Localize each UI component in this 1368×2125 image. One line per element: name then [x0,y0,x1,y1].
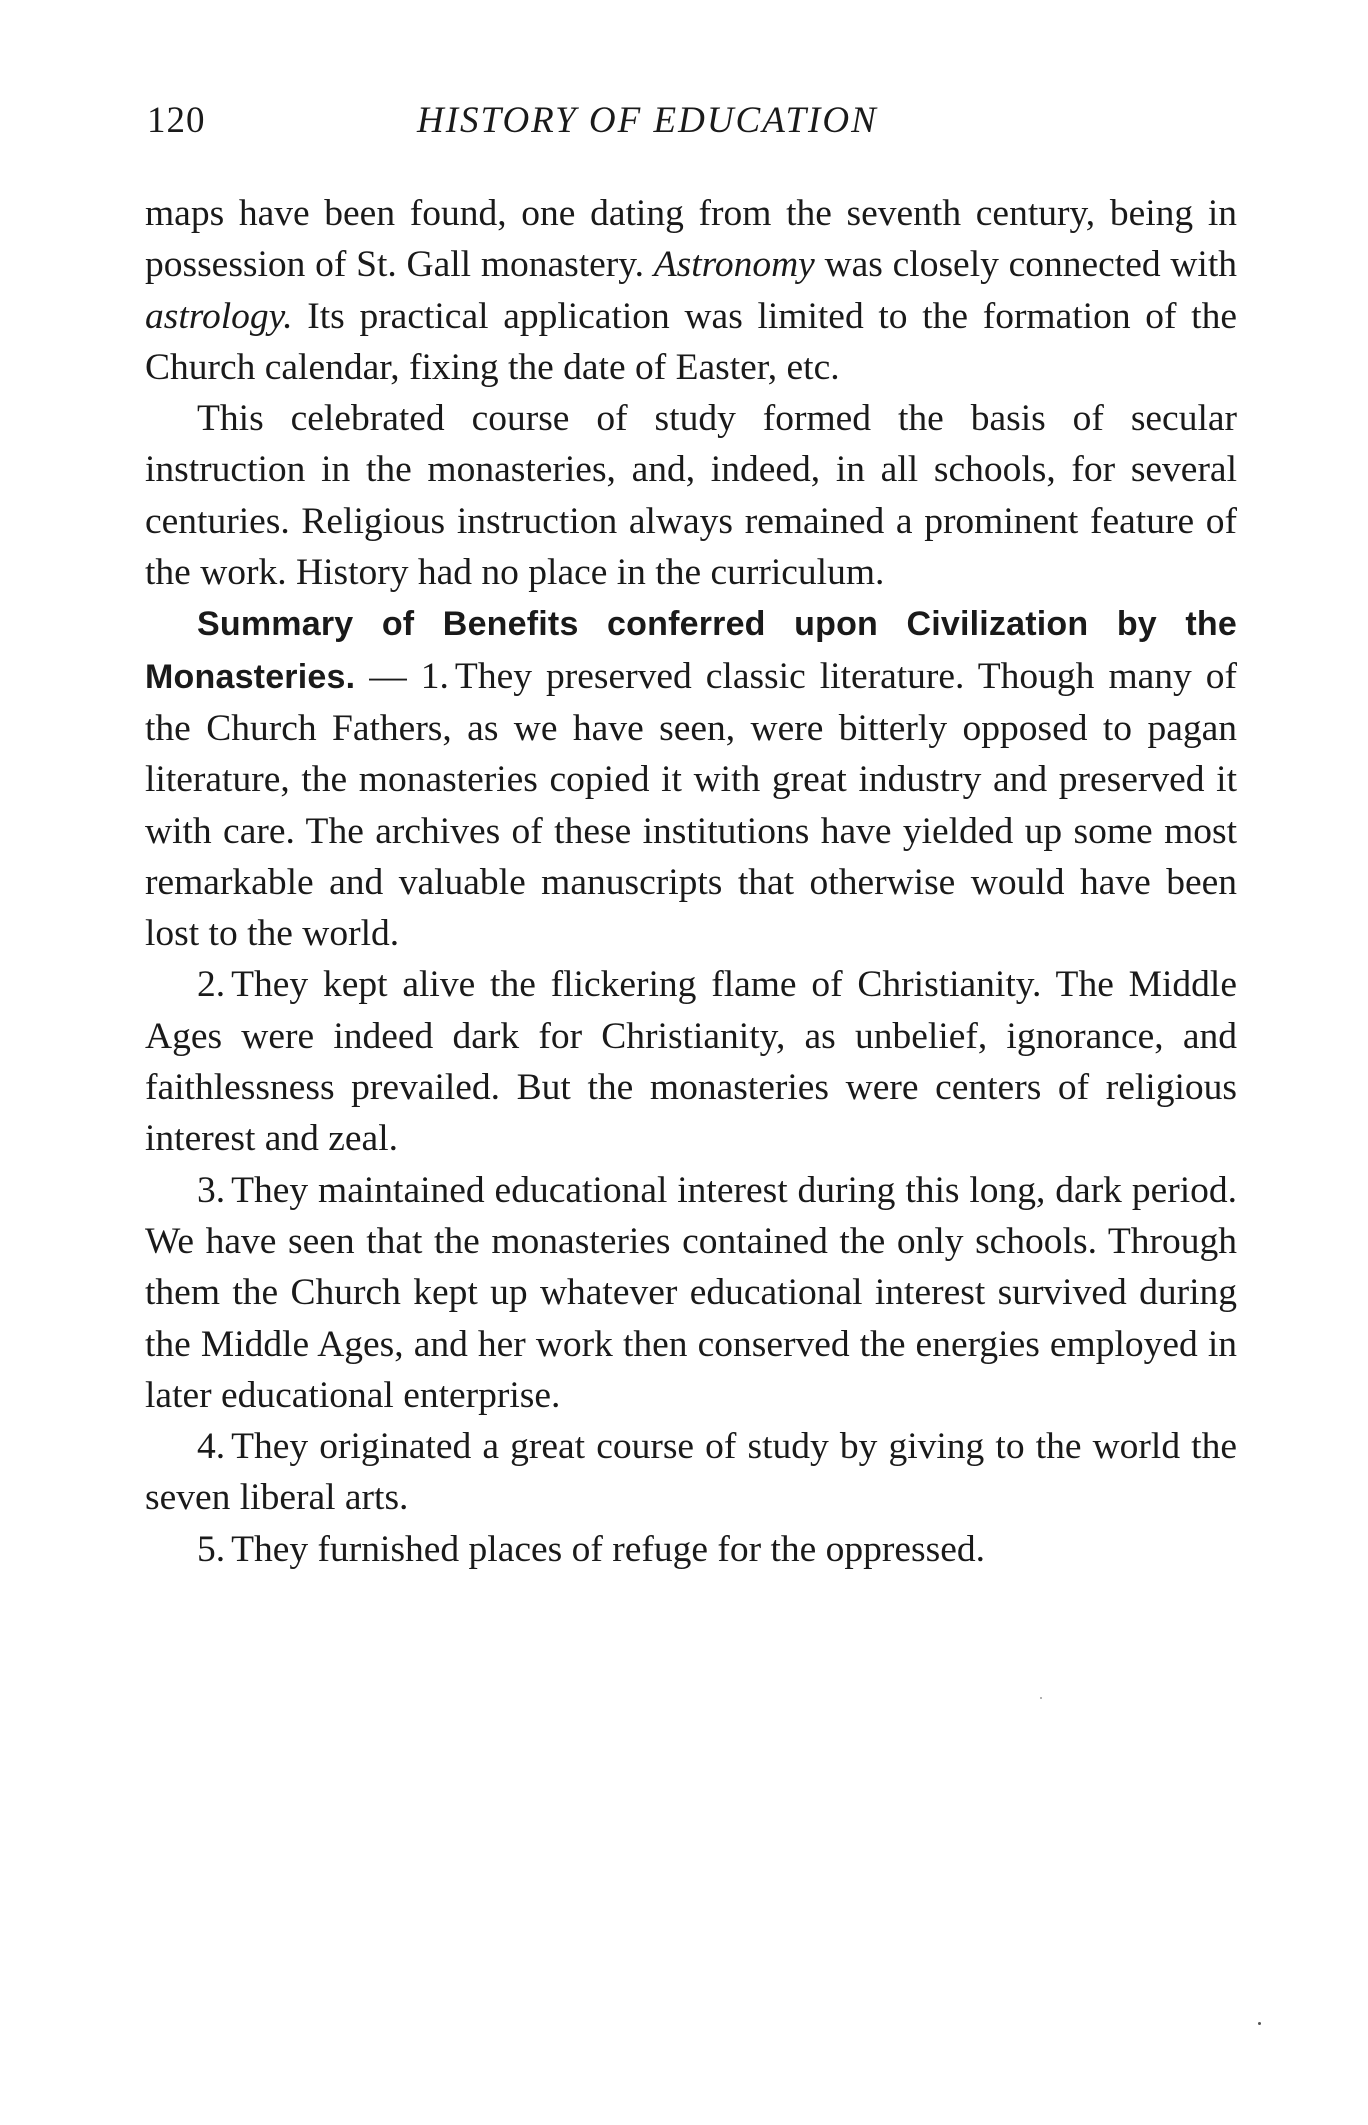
item-number: 5. [197,1528,226,1570]
paragraph-maps-astronomy [145,188,1237,393]
paragraph-text: was closely connected with [814,244,1237,286]
summary-heading: Summary of Benefits conferred upon Civilization by the Monasteries. [145,605,1237,696]
item-number: 4. [197,1426,226,1468]
item-text: They furnished places of refuge for the oppressed. [231,1528,986,1570]
summary-item-2 [145,959,1237,1164]
paragraph-course-of-study [145,393,1237,598]
heading-dash: — [355,655,421,697]
item-number: 3. [197,1169,226,1211]
italic-term-astrology: astrology. [145,295,293,337]
summary-item-4 [145,1421,1237,1524]
body-text [145,188,1237,1575]
paragraph-text: Its practical application was limited to the formation of the Church calendar, fixing the date of Easter, etc. [145,295,1237,388]
item-text: They preserved classic literature. Though many of the Church Fathers, as we have seen, were bitterly opposed to pagan literature, the monasteries copied it with great industry and preserved it with care. The archives of these institutions have yielded up some most remarkable and valuable manuscripts that otherwise would have been lost to the world. [145,655,1238,955]
paper-speck [1040,1697,1042,1699]
paper-speck [1258,2022,1261,2025]
summary-item-3 [145,1165,1237,1421]
item-text: They maintained educational interest during this long, dark period. We have seen that the monasteries contained the only schools. Through them the Church kept up whatever educational interest survived during the Middle Ages, and her work then conserved the energies employed in later educational enterprise. [145,1169,1237,1416]
item-number: 2. [197,964,226,1006]
summary-item-1 [145,598,1237,959]
summary-item-5 [145,1524,1237,1575]
running-head [147,96,1237,146]
item-text: They originated a great course of study by giving to the world the seven liberal arts. [145,1426,1237,1519]
item-text: They kept alive the flickering flame of Christianity. The Middle Ages were indeed dark for Christianity, as unbelief, ignorance, and faithlessness prevailed. But the monasteries were centers of religious interest and zeal. [145,964,1237,1160]
paragraph-text: This celebrated course of study formed the basis of secular instruction in the monasteries, and, indeed, in all schools, for several centuries. Religious instruction always remained a prominent feature of the work. History had no place in the curriculum. [145,398,1237,594]
paragraph-text: maps have been found, one dating from the seventh century, being in possession of St. Gall monastery. [145,193,1237,286]
italic-term-astronomy: Astronomy [653,244,815,286]
item-number: 1. [420,655,449,697]
page-number: 120 [147,100,206,141]
running-title: HISTORY OF EDUCATION [417,100,878,141]
